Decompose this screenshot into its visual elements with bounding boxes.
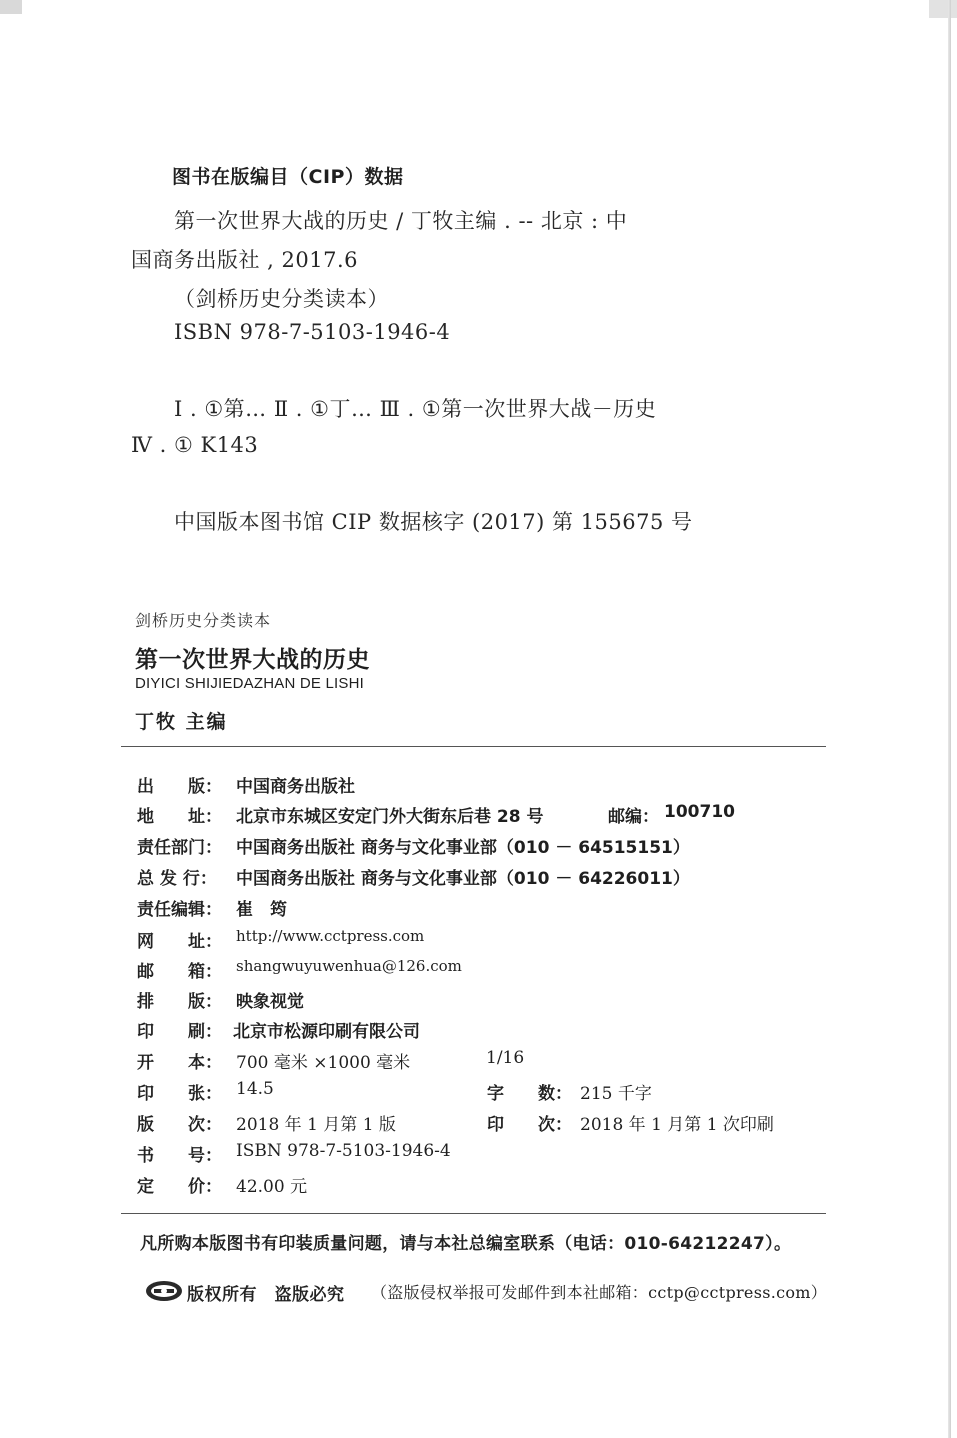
price-value: 42.00 元 (236, 1177, 308, 1197)
divider (121, 1213, 826, 1214)
print-label: 印 次： (487, 1115, 572, 1135)
info-label: 网 址： (137, 932, 222, 952)
cip-heading: 图书在版编目（CIP）数据 (172, 166, 404, 188)
email-value: shangwuyuwenhua@126.com (236, 957, 462, 975)
dept-value: 中国商务出版社 商务与文化事业部（010 － 64515151） (236, 838, 690, 858)
divider (121, 746, 826, 747)
info-label: 版 次： (137, 1115, 222, 1135)
cip-isbn: ISBN 978-7-5103-1946-4 (174, 320, 451, 344)
info-label: 总 发 行： (137, 869, 217, 889)
book-title: 第一次世界大战的历史 (135, 647, 370, 673)
copyright-notice: 版权所有 盗版必究 (187, 1285, 345, 1305)
scan-corner-shadow (929, 0, 957, 18)
address-value: 北京市东城区安定门外大街东后巷 28 号 (236, 807, 544, 827)
cip-line: （剑桥历史分类读本） (174, 287, 389, 311)
format-value: 700 毫米 ×1000 毫米 (236, 1053, 411, 1073)
publisher-logo-icon (144, 1278, 184, 1304)
cip-line: 国商务出版社 , 2017.6 (131, 248, 359, 272)
info-label: 邮 箱： (137, 962, 222, 982)
cip-record-number: 中国版本图书馆 CIP 数据核字 (2017) 第 155675 号 (174, 510, 693, 534)
info-label: 出 版： (137, 777, 222, 797)
website-value: http://www.cctpress.com (236, 927, 425, 945)
printing-value: 北京市松源印刷有限公司 (233, 1022, 420, 1042)
words-value: 215 千字 (580, 1084, 652, 1104)
info-label: 地 址： (137, 807, 222, 827)
cip-line: 第一次世界大战的历史 / 丁牧主编 . -- 北京 : 中 (174, 209, 628, 233)
piracy-report-notice: （盗版侵权举报可发邮件到本社邮箱：cctp@cctpress.com） (371, 1283, 828, 1302)
info-label: 书 号： (137, 1146, 222, 1166)
words-label: 字 数： (487, 1084, 572, 1104)
sheets-value: 14.5 (236, 1079, 274, 1099)
info-label: 责任部门： (137, 838, 222, 858)
info-label: 责任编辑： (137, 900, 222, 920)
scan-corner-shadow (0, 0, 22, 14)
isbn-value: ISBN 978-7-5103-1946-4 (236, 1141, 451, 1161)
info-label: 印 张： (137, 1084, 222, 1104)
info-label: 开 本： (137, 1053, 222, 1073)
publisher-value: 中国商务出版社 (236, 777, 355, 797)
info-label: 印 刷： (137, 1022, 222, 1042)
info-label: 定 价： (137, 1177, 222, 1197)
edition-value: 2018 年 1 月第 1 版 (236, 1115, 396, 1135)
cip-classification: Ⅰ . ①第… Ⅱ . ①丁… Ⅲ . ①第一次世界大战－历史 (174, 397, 657, 421)
book-editor: 丁牧 主编 (135, 711, 228, 733)
cip-classification: Ⅳ . ① K143 (131, 433, 259, 457)
quality-notice: 凡所购本版图书有印装质量问题，请与本社总编室联系（电话：010-64212247）。 (140, 1234, 792, 1254)
typesetting-value: 映象视觉 (236, 992, 304, 1012)
info-label: 排 版： (137, 992, 222, 1012)
book-title-pinyin: DIYICI SHIJIEDAZHAN DE LISHI (135, 675, 364, 692)
zip-label: 邮编： (608, 807, 659, 827)
distribution-value: 中国商务出版社 商务与文化事业部（010 － 64226011） (236, 869, 690, 889)
zip-value: 100710 (664, 802, 735, 822)
editor-value: 崔 筠 (236, 900, 287, 920)
print-value: 2018 年 1 月第 1 次印刷 (580, 1115, 774, 1135)
series-name: 剑桥历史分类读本 (135, 611, 272, 630)
format-extra: 1/16 (486, 1048, 525, 1068)
page-edge (948, 0, 951, 1438)
